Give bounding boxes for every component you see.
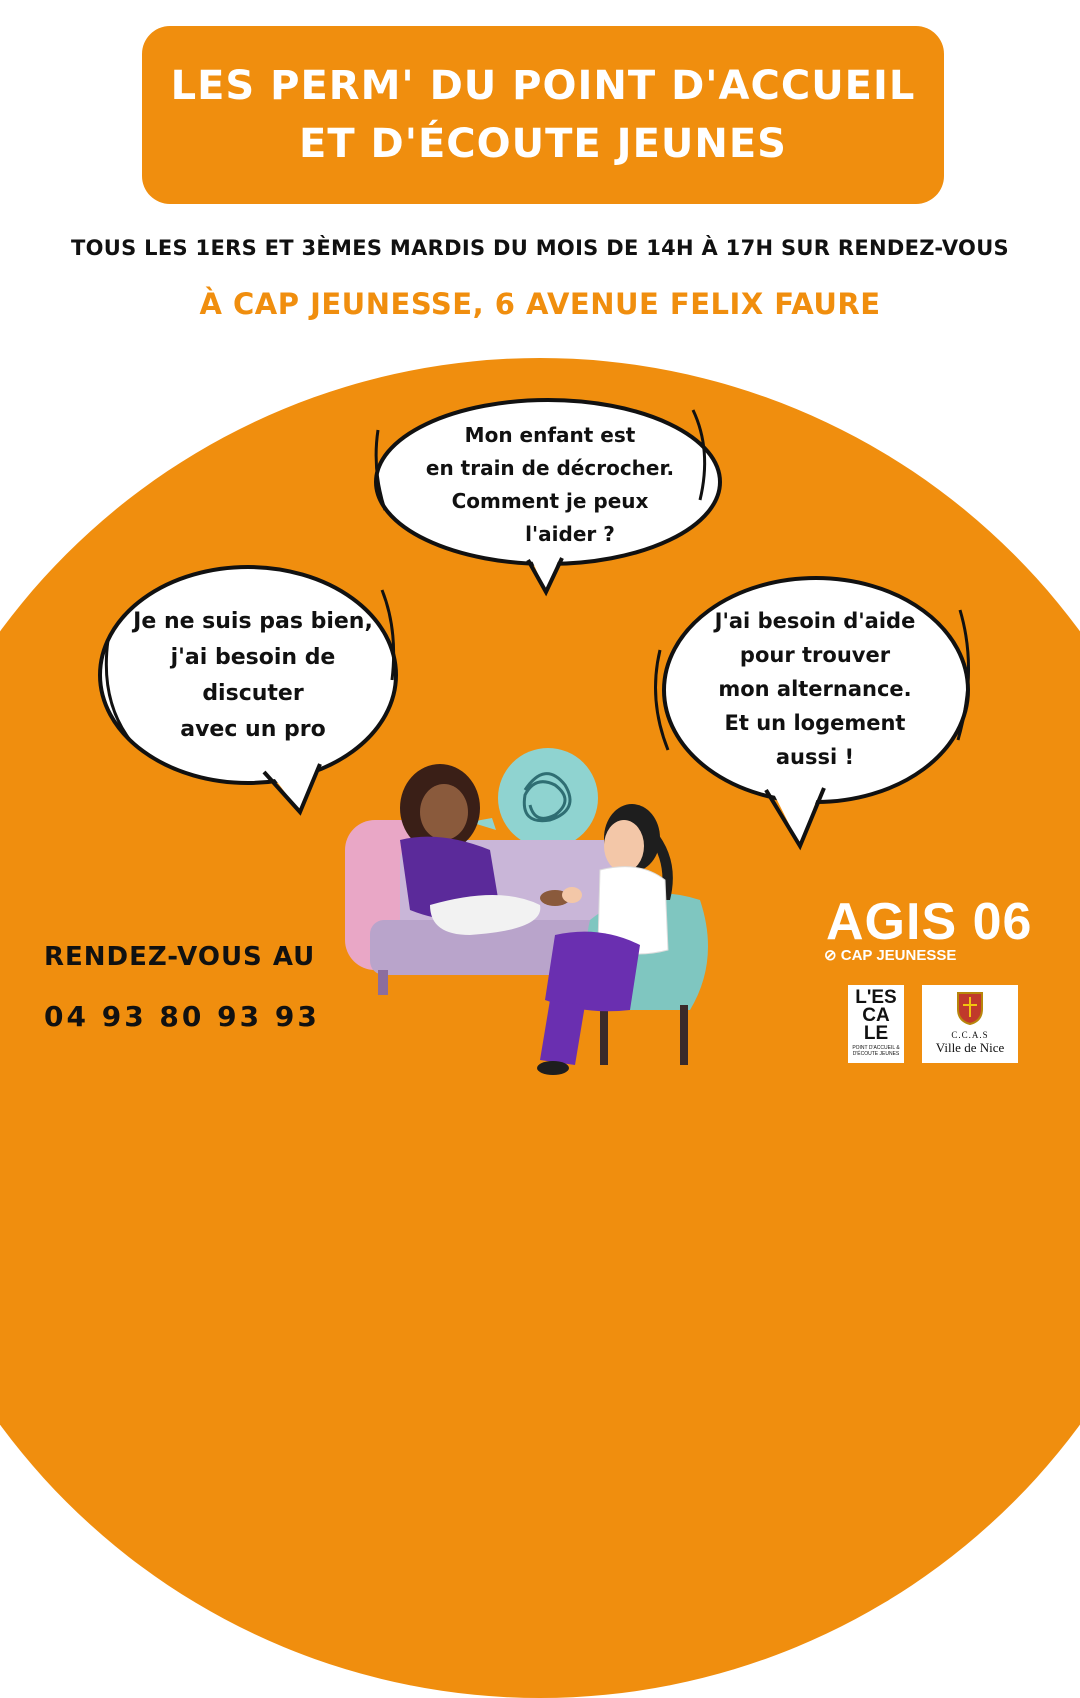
cap-jeunesse-text: CAP JEUNESSE: [840, 947, 957, 964]
bubble-left-line: j'ai besoin de: [170, 645, 336, 670]
title-line-1: LES PERM' DU POINT D'ACCUEIL: [170, 63, 916, 109]
thought-bubble-icon: [470, 748, 598, 848]
agis06-logo: AGIS 06: [826, 893, 1033, 951]
phone-number[interactable]: 04 93 80 93 93: [44, 1000, 320, 1033]
bubble-right-line: pour trouver: [739, 643, 891, 667]
contact-label: RENDEZ-VOUS AU: [44, 942, 316, 972]
bubble-top-line: en train de décrocher.: [425, 456, 675, 480]
bubble-top-line: Mon enfant est: [464, 423, 636, 447]
location-text: À CAP JEUNESSE, 6 AVENUE FELIX FAURE: [199, 287, 881, 321]
bubble-left-line: Je ne suis pas bien,: [133, 609, 373, 634]
schedule-text: TOUS LES 1ERS ET 3ÈMES MARDIS DU MOIS DE 14H À 17H SUR RENDEZ-VOUS: [71, 236, 1009, 260]
ville-de-nice-label: Ville de Nice: [935, 1040, 1005, 1055]
ccas-nice-logo: [922, 985, 1018, 1063]
bubble-left-line: discuter: [202, 681, 304, 706]
bubble-right-line: aussi !: [775, 745, 855, 769]
title-line-2: ET D'ÉCOUTE JEUNES: [299, 121, 787, 167]
cap-jeunesse-label: ⊘ CAP JEUNESSE: [824, 947, 957, 964]
bubble-right-line: mon alternance.: [718, 677, 912, 701]
bubble-left-line: avec un pro: [180, 717, 326, 742]
bubble-right-line: Et un logement: [724, 711, 906, 735]
escale-logo-subtitle: POINT D'ACCUEIL & D'ÉCOUTE JEUNES: [852, 1045, 900, 1057]
ccas-label: C.C.A.S: [951, 1030, 989, 1040]
escale-logo-line: LE: [863, 1023, 889, 1044]
nice-coat-of-arms-icon: [955, 989, 985, 1025]
escale-logo-line: CA: [862, 1005, 890, 1026]
bubble-top-line: l'aider ?: [525, 522, 615, 546]
escale-logo: [848, 985, 904, 1063]
escale-logo-line: L'ES: [855, 987, 897, 1008]
bubble-top-line: Comment je peux: [451, 489, 649, 513]
bubble-right-line: J'ai besoin d'aide: [714, 609, 916, 633]
